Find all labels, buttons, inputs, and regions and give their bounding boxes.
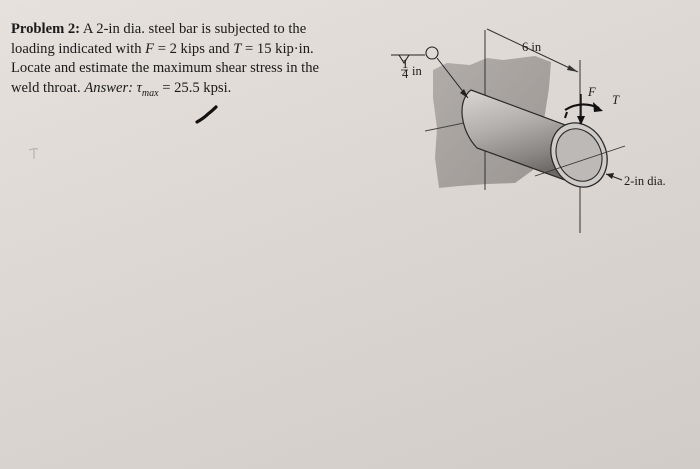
torque-arrow-icon xyxy=(593,102,603,112)
answer-value: = 25.5 kpsi. xyxy=(158,79,232,96)
problem-line-2-text-a: loading indicated with xyxy=(11,40,146,57)
welded-bar-figure xyxy=(375,18,700,248)
answer-label: Answer: xyxy=(84,79,134,96)
problem-line-3: Locate and estimate the maximum shear stress in the xyxy=(11,60,319,76)
weld-all-around-icon xyxy=(426,47,438,59)
problem-line-2 xyxy=(11,40,371,60)
tau-subscript: max xyxy=(141,87,159,99)
problem-line-4 xyxy=(11,79,371,103)
weld-size-unit: in xyxy=(412,64,422,78)
problem-line-2-text-b: = 2 kips and xyxy=(154,40,234,57)
problem-label: Problem 2: xyxy=(11,21,81,37)
problem-line-1 xyxy=(11,20,371,40)
torque-tail xyxy=(565,112,567,118)
force-symbol: F xyxy=(145,40,155,57)
pen-check-mark xyxy=(194,104,220,126)
problem-line-4-text: weld throat. xyxy=(11,79,85,96)
tau-symbol: τ xyxy=(136,79,142,96)
faint-pen-mark xyxy=(26,144,42,162)
problem-statement xyxy=(11,20,371,103)
weld-size-denominator: 4 xyxy=(402,67,409,81)
tau-max-symbol xyxy=(136,79,159,99)
problem-line-2-text-c: = 15 kip·in. xyxy=(241,40,314,57)
torque-symbol: T xyxy=(233,40,242,57)
torque-label: T xyxy=(612,93,619,107)
weld-size-numerator: 1 xyxy=(402,57,409,71)
diameter-label: 2-in dia. xyxy=(624,174,666,188)
force-label: F xyxy=(588,85,596,99)
diameter-arrow-icon xyxy=(606,173,614,179)
dimension-arrow-icon xyxy=(567,65,578,72)
length-label: 6 in xyxy=(522,40,542,54)
problem-line-1-text: A 2-in dia. steel bar is subjected to the xyxy=(80,21,307,37)
